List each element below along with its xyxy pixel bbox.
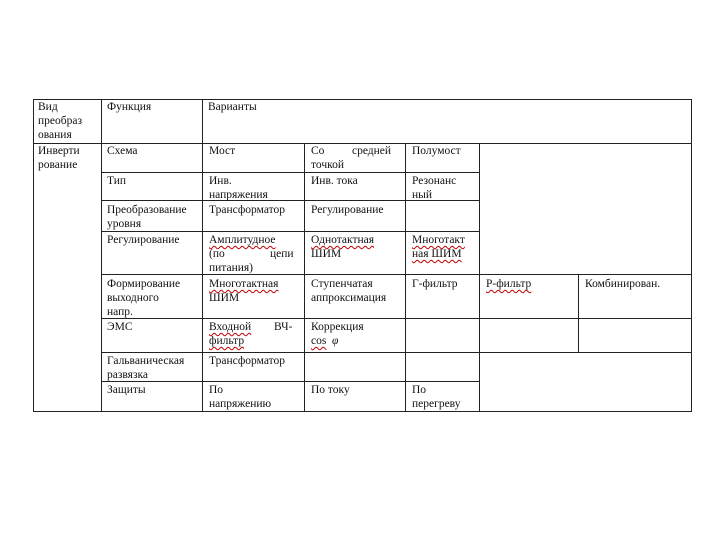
- row-emc-label: ЭМС: [107, 321, 133, 333]
- grid-line: [101, 231, 480, 232]
- type-resonant-1: Резонанс: [412, 175, 457, 187]
- type-voltage-1: Инв.: [209, 175, 232, 187]
- row-output-label-3: напр.: [107, 306, 133, 318]
- grid-line: [101, 352, 692, 353]
- header-kind-line1: Вид: [38, 101, 58, 113]
- group-inversion-line2: рование: [38, 159, 78, 171]
- regulation-multi-2: ная ШИМ: [412, 248, 462, 260]
- row-type-label: Тип: [107, 175, 127, 187]
- regulation-amp-3: питания): [209, 262, 254, 274]
- regulation-multi-1: Многотакт: [412, 234, 465, 246]
- header-function: Функция: [107, 101, 152, 113]
- regulation-amp-2a: (по: [209, 248, 225, 260]
- row-conversion-label-2: уровня: [107, 218, 142, 230]
- grid-line: [405, 143, 406, 412]
- output-step-1: Ступенчатая: [311, 278, 373, 290]
- row-galvanic-label-1: Гальваническая: [107, 355, 185, 367]
- row-output-label-1: Формирование: [107, 278, 181, 290]
- type-resonant-2: ный: [412, 189, 433, 201]
- type-voltage-2: напряжения: [209, 189, 268, 201]
- schema-mid-1: Со: [311, 145, 325, 157]
- row-conversion-label-1: Преобразование: [107, 204, 187, 216]
- galvanic-transformer: Трансформатор: [209, 355, 285, 367]
- regulation-single-1: Однотактная: [311, 234, 375, 246]
- header-kind-line2: преобраз: [38, 115, 83, 127]
- schema-mid-2: средней: [352, 145, 392, 157]
- grid-line: [101, 99, 102, 412]
- emc-input-2: ВЧ-: [274, 321, 293, 333]
- output-multipwm-1: Многотактная: [209, 278, 279, 290]
- grid-line: [479, 143, 480, 412]
- emc-correction-phi: φ: [332, 335, 339, 347]
- type-current: Инв. тока: [311, 175, 358, 187]
- protection-overheat-1: По: [412, 384, 427, 396]
- output-multipwm-2: ШИМ: [209, 292, 240, 304]
- grid-line: [691, 99, 692, 412]
- schema-bridge: Мост: [209, 145, 236, 157]
- schema-halfbridge: Полумост: [412, 145, 461, 157]
- schema-mid-3: точкой: [311, 159, 345, 171]
- group-inversion-line1: Инверти: [38, 145, 80, 157]
- row-protection-label: Защиты: [107, 384, 146, 396]
- grid-line: [304, 143, 305, 412]
- emc-correction-cos: cos: [311, 335, 327, 347]
- grid-line: [33, 99, 692, 100]
- grid-line: [33, 411, 692, 412]
- grid-line: [202, 99, 203, 412]
- grid-line: [101, 318, 692, 319]
- grid-line: [578, 274, 579, 352]
- regulation-single-2: ШИМ: [311, 248, 342, 260]
- row-regulation-label: Регулирование: [107, 234, 180, 246]
- output-g-filter: Г-фильтр: [412, 278, 458, 290]
- grid-line: [33, 99, 34, 412]
- protection-voltage-1: По: [209, 384, 224, 396]
- protection-overheat-2: перегреву: [412, 398, 461, 410]
- grid-line: [101, 274, 692, 275]
- header-kind-line3: ования: [38, 129, 72, 141]
- conversion-regulation: Регулирование: [311, 204, 384, 216]
- output-combined: Комбинирован.: [585, 278, 661, 290]
- grid-line: [33, 143, 692, 144]
- row-galvanic-label-2: развязка: [107, 369, 149, 381]
- grid-line: [101, 172, 480, 173]
- protection-current: По току: [311, 384, 350, 396]
- emc-input-1: Входной: [209, 321, 252, 333]
- header-variants: Варианты: [208, 101, 257, 113]
- emc-correction-1: Коррекция: [311, 321, 364, 333]
- grid-line: [101, 381, 480, 382]
- protection-voltage-2: напряжению: [209, 398, 272, 410]
- output-step-2: аппроксимация: [311, 292, 387, 304]
- row-output-label-2: выходного: [107, 292, 159, 304]
- regulation-amplitude: Амплитудное: [209, 234, 276, 246]
- emc-input-3: фильтр: [209, 335, 245, 347]
- regulation-amp-2b: цепи: [270, 248, 294, 260]
- conversion-transformer: Трансформатор: [209, 204, 285, 216]
- output-r-filter: Р-фильтр: [486, 278, 532, 290]
- row-schema-label: Схема: [107, 145, 138, 157]
